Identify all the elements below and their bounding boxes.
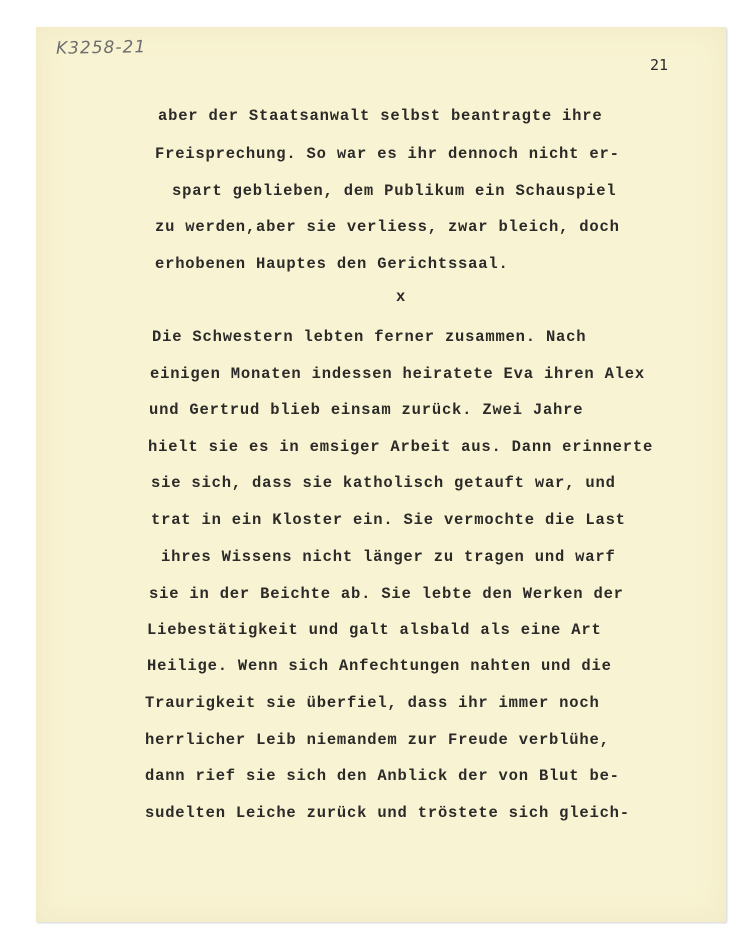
- text-line: und Gertrud blieb einsam zurück. Zwei Jahre: [149, 401, 584, 419]
- text-line: sudelten Leiche zurück und tröstete sich gleich-: [145, 804, 630, 822]
- archive-mark: K3258-21: [55, 37, 147, 59]
- text-line: zu werden,aber sie verliess, zwar bleich, doch: [155, 218, 620, 236]
- text-line: hielt sie es in emsiger Arbeit aus. Dann erinnerte: [148, 438, 654, 456]
- page-number: 21: [650, 56, 669, 74]
- text-line: Freisprechung. So war es ihr dennoch nicht er-: [155, 145, 620, 163]
- text-line: ihres Wissens nicht länger zu tragen und warf: [161, 548, 616, 566]
- text-line: Heilige. Wenn sich Anfechtungen nahten und die: [147, 657, 612, 675]
- text-line: aber der Staatsanwalt selbst beantragte ihre: [158, 107, 603, 125]
- text-line: trat in ein Kloster ein. Sie vermochte die Last: [151, 511, 626, 529]
- text-line: sie sich, dass sie katholisch getauft war, und: [151, 474, 616, 492]
- text-line: erhobenen Hauptes den Gerichtssaal.: [155, 255, 509, 273]
- text-line: Liebestätigkeit und galt alsbald als eine Art: [147, 621, 602, 639]
- text-line: herrlicher Leib niemandem zur Freude verblühe,: [145, 731, 610, 749]
- text-line: Traurigkeit sie überfiel, dass ihr immer noch: [145, 694, 600, 712]
- text-line: Die Schwestern lebten ferner zusammen. Nach: [152, 328, 587, 346]
- text-line: dann rief sie sich den Anblick der von Blut be-: [145, 767, 620, 785]
- section-separator: x: [396, 288, 406, 306]
- text-line: spart geblieben, dem Publikum ein Schauspiel: [172, 182, 617, 200]
- text-line: sie in der Beichte ab. Sie lebte den Werken der: [149, 585, 624, 603]
- text-line: einigen Monaten indessen heiratete Eva ihren Alex: [150, 365, 645, 383]
